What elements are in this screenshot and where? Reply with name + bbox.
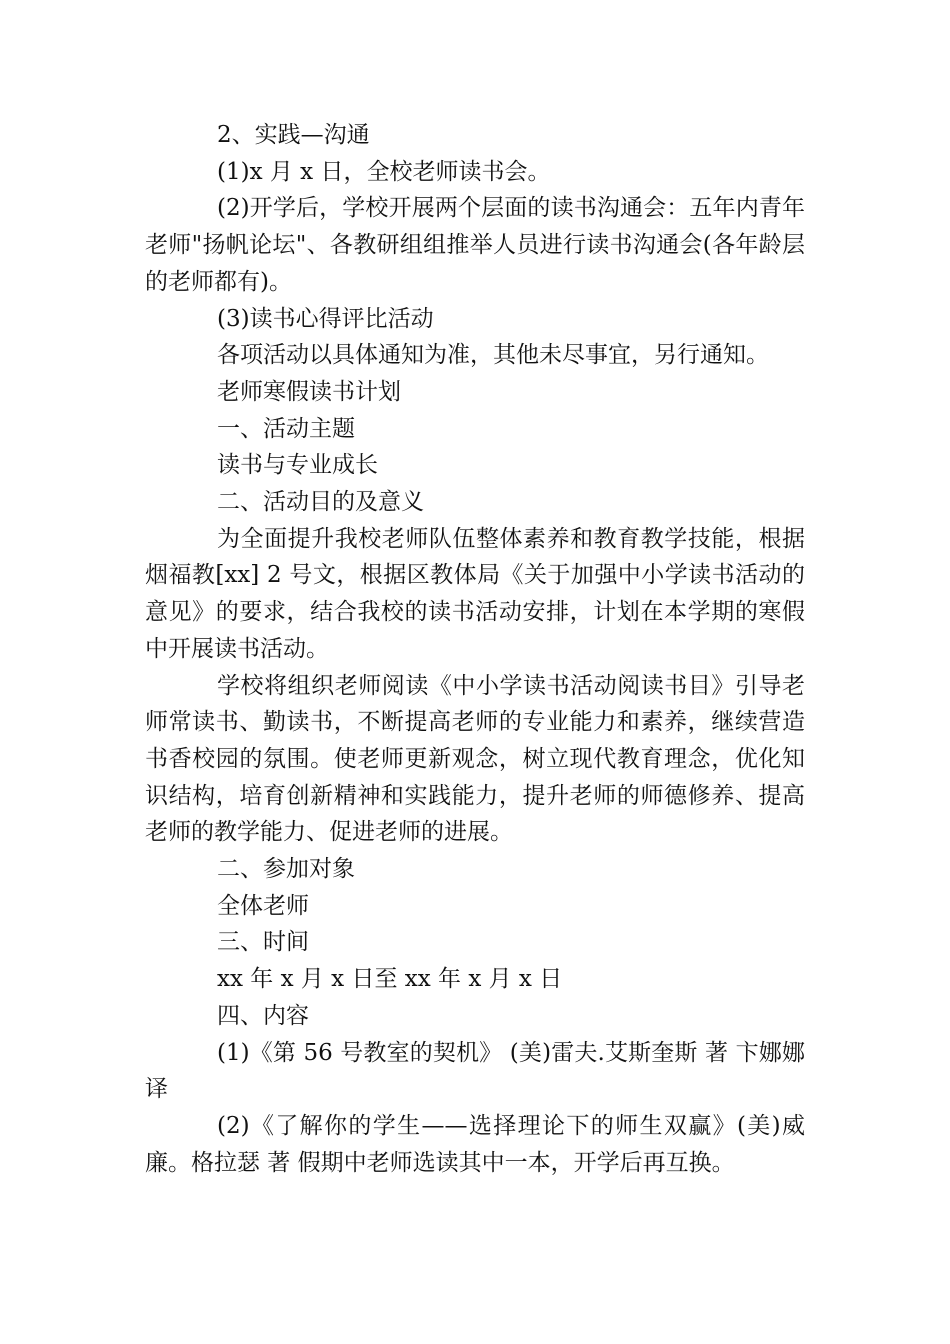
paragraph-book-1: (1)《第 56 号教室的契机》 (美)雷夫.艾斯奎斯 著 卞娜娜 译 [145,1039,805,1103]
paragraph-purpose-1: 为全面提升我校老师队伍整体素养和教育教学技能，根据烟福教[xx] 2 号文，根据区教体局《关于加强中小学读书活动的意见》的要求，结合我校的读书活动安排，计划在本学期的寒假中开展读书活动。 [145,525,805,662]
section-heading-purpose: 二、活动目的及意义 [217,489,424,516]
paragraph-practice-heading: 2、实践—沟通 [217,122,370,148]
paragraph-time: xx 年 x 月 x 日至 xx 年 x 月 x 日 [217,966,563,993]
paragraph-theme: 读书与专业成长 [217,452,378,479]
section-heading-theme: 一、活动主题 [217,415,355,442]
paragraph-purpose-2: 学校将组织老师阅读《中小学读书活动阅读书目》引导老师常读书、勤读书，不断提高老师的专业能力和素养，继续营造书香校园的氛围。使老师更新观念，树立现代教育理念，优化知识结构，培育创新精神和实践能力，提升老师的师德修养、提高老师的教学能力、促进老师的进展。 [145,672,805,846]
paragraph-notice: 各项活动以具体通知为准，其他未尽事宜，另行通知。 [217,342,769,369]
section-heading-participants: 二、参加对象 [217,856,355,883]
paragraph-participants: 全体老师 [217,892,309,919]
paragraph-book-2: (2)《了解你的学生——选择理论下的师生双赢》(美)威廉。格拉瑟 著 假期中老师选读其中一本，开学后再互换。 [145,1112,805,1176]
document-body [145,117,805,1181]
plan-title: 老师寒假读书计划 [217,378,401,405]
section-heading-time: 三、时间 [217,929,309,956]
section-heading-content: 四、内容 [217,1002,309,1029]
paragraph-item-3: (3)读书心得评比活动 [217,305,434,332]
paragraph-item-2: (2)开学后，学校开展两个层面的读书沟通会：五年内青年老师"扬帆论坛"、各教研组组推举人员进行读书沟通会(各年龄层的老师都有)。 [145,195,805,295]
paragraph-item-1: (1)x 月 x 日，全校老师读书会。 [217,158,551,185]
